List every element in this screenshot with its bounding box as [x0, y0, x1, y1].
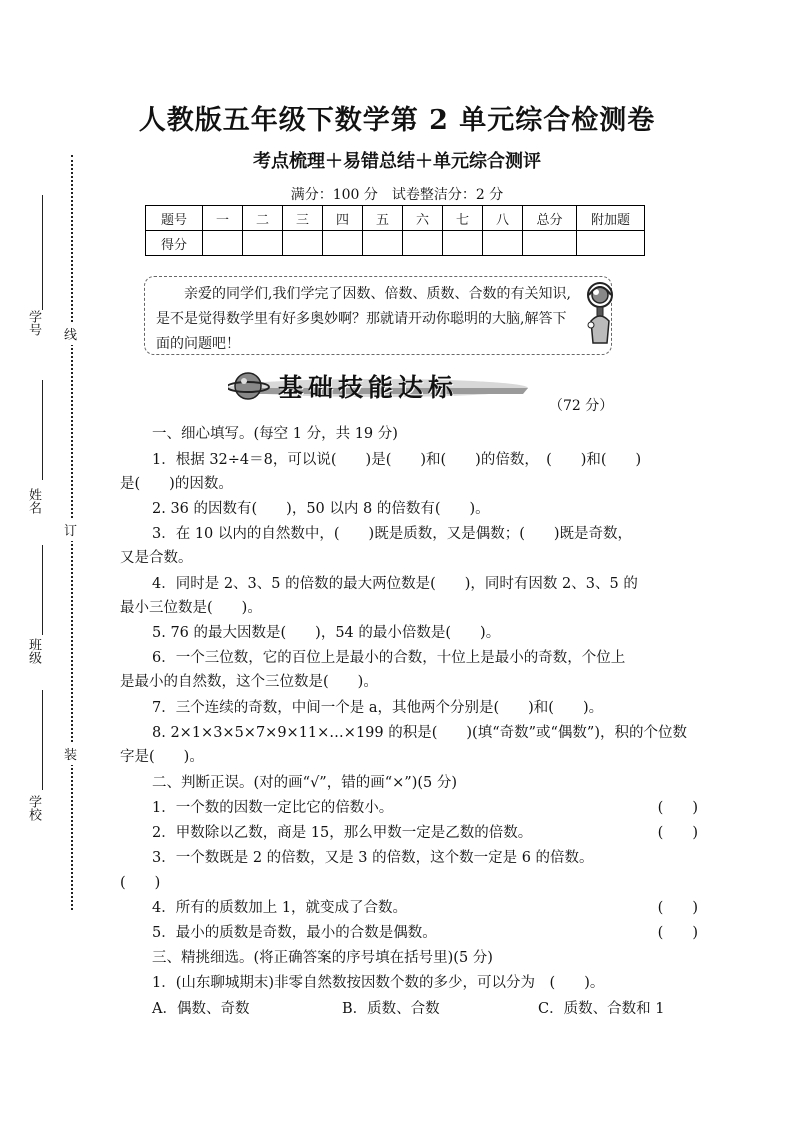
section-banner-title: 基础技能达标 [278, 373, 459, 402]
line-marker: 线 [64, 322, 77, 345]
table-cell: 一 [203, 206, 243, 231]
score-cell[interactable] [363, 231, 403, 256]
judge-item [120, 821, 712, 842]
table-cell: 题号 [146, 206, 203, 231]
question-text: 又是合数。 [120, 550, 193, 566]
score-cell[interactable] [483, 231, 523, 256]
question-text: 5．最小的质数是奇数，最小的合数是偶数。 [152, 925, 437, 941]
answer-bracket[interactable]: ( ) [657, 800, 698, 816]
question-text: 1．一个数的因数一定比它的倍数小。 [152, 800, 394, 816]
question-text: 3．一个数既是 2 的倍数，又是 3 的倍数，这个数一定是 6 的倍数。 [152, 850, 594, 866]
answer-bracket[interactable]: ( ) [657, 900, 698, 916]
table-cell: 二 [243, 206, 283, 231]
magnifier-mascot-icon [585, 281, 615, 349]
option-a[interactable]: A．偶数、奇数 [152, 1001, 250, 1017]
question-text: 7．三个连续的奇数，中间一个是 a，其他两个分别是( )和( )。 [152, 700, 604, 716]
question-text: 2. 36 的因数有( )，50 以内 8 的倍数有( )。 [152, 501, 490, 517]
part2-heading: 二、判断正误。(对的画“√”，错的画“×”)(5 分) [152, 775, 458, 791]
score-table-score-row [146, 231, 645, 256]
school-label: 学校 [26, 795, 41, 821]
table-cell: 八 [483, 206, 523, 231]
notice-text: 亲爱的同学们,我们学完了因数、倍数、质数、合数的有关知识,是不是觉得数学里有好多奥妙啊？那就请开动你聪明的大脑,解答下面的问题吧！ [156, 286, 571, 352]
question-text: 8. 2×1×3×5×7×9×11×…×199 的积是( )(填“奇数”或“偶数”)，积的个位数 [152, 725, 688, 741]
question-text: 1．根据 32÷4＝8，可以说( )是( )和( )的倍数， ( )和( ) [152, 452, 642, 468]
score-cell[interactable] [523, 231, 577, 256]
score-table-header-row [146, 206, 645, 231]
section-score: （72 分） [549, 398, 614, 414]
score-cell[interactable] [443, 231, 483, 256]
question-text: 2．甲数除以乙数，商是 15，那么甲数一定是乙数的倍数。 [152, 825, 533, 841]
answer-bracket[interactable]: ( ) [120, 875, 161, 891]
bind-marker: 订 [64, 518, 77, 541]
question-text: 是最小的自然数，这个三位数是( )。 [120, 674, 378, 690]
table-cell: 五 [363, 206, 403, 231]
score-cell[interactable] [283, 231, 323, 256]
score-cell[interactable] [203, 231, 243, 256]
score-table [145, 205, 645, 256]
question-text: 4．同时是 2、3、5 的倍数的最大两位数是( )，同时有因数 2、3、5 的 [152, 576, 638, 592]
class-underline [42, 545, 43, 635]
student-id-label: 学号 [26, 310, 41, 336]
exam-title: 人教版五年级下数学第 2 单元综合检测卷 [138, 105, 656, 136]
score-info: 满分：100 分 试卷整洁分：2 分 [290, 187, 504, 203]
question-text: 最小三位数是( )。 [120, 600, 262, 616]
table-cell: 七 [443, 206, 483, 231]
answer-bracket[interactable]: ( ) [657, 825, 698, 841]
exam-subtitle: 考点梳理＋易错总结＋单元综合测评 [253, 151, 541, 172]
option-c[interactable]: C．质数、合数和 1 [538, 1001, 665, 1017]
name-label: 姓名 [26, 488, 41, 514]
question-text: 6．一个三位数，它的百位上是最小的合数，十位上是最小的奇数，个位上 [152, 650, 626, 666]
part1-heading: 一、细心填写。(每空 1 分，共 19 分) [152, 426, 398, 442]
question-text: 是( )的因数。 [120, 476, 233, 492]
score-cell[interactable] [243, 231, 283, 256]
table-cell: 附加题 [577, 206, 645, 231]
student-id-underline [42, 195, 43, 310]
score-cell[interactable] [323, 231, 363, 256]
score-cell[interactable] [403, 231, 443, 256]
question-text: 1．(山东聊城期末)非零自然数按因数个数的多少，可以分为 ( )。 [152, 975, 605, 991]
answer-bracket[interactable]: ( ) [657, 925, 698, 941]
score-cell[interactable] [577, 231, 645, 256]
table-cell: 三 [283, 206, 323, 231]
name-underline [42, 380, 43, 480]
judge-item [120, 896, 712, 917]
question-text: 4．所有的质数加上 1，就变成了合数。 [152, 900, 408, 916]
part3-heading: 三、精挑细选。(将正确答案的序号填在括号里)(5 分) [152, 950, 493, 966]
class-label: 班级 [26, 638, 41, 664]
table-cell: 得分 [146, 231, 203, 256]
question-text: 5. 76 的最大因数是( )，54 的最小倍数是( )。 [152, 625, 501, 641]
option-b[interactable]: B．质数、合数 [342, 1001, 440, 1017]
notice-box [144, 276, 612, 355]
judge-item [120, 796, 712, 817]
table-cell: 四 [323, 206, 363, 231]
judge-item [120, 921, 712, 942]
install-marker: 装 [64, 742, 77, 765]
table-cell: 总分 [523, 206, 577, 231]
school-underline [42, 690, 43, 790]
table-cell: 六 [403, 206, 443, 231]
question-text: 字是( )。 [120, 749, 204, 765]
question-text: 3．在 10 以内的自然数中，( )既是质数，又是偶数；( )既是奇数， [152, 526, 633, 542]
